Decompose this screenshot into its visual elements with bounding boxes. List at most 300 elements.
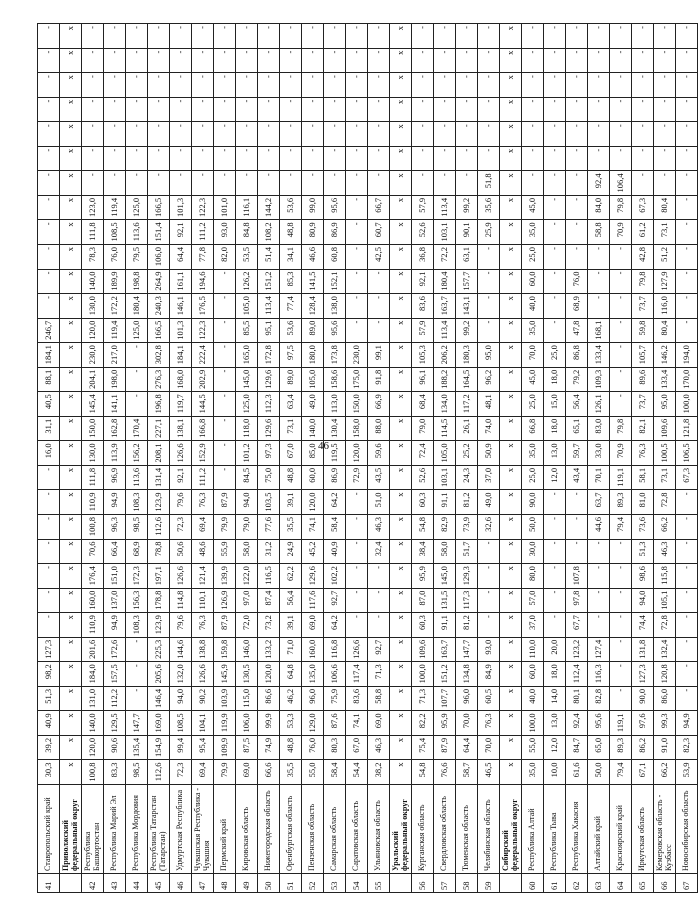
table-cell: 106,6 — [324, 662, 346, 687]
table-cell: 97,3 — [258, 441, 280, 466]
table-cell: 18,0 — [544, 662, 566, 687]
table-cell: 40,9 — [38, 711, 60, 736]
table-cell: 100,0 — [676, 392, 698, 417]
table-cell: x — [60, 122, 82, 147]
table-cell: - — [214, 24, 236, 49]
table-cell: 79,0 — [412, 416, 434, 441]
table-cell: 83,6 — [412, 294, 434, 319]
table-cell: 87,4 — [258, 588, 280, 613]
table-cell: 87,9 — [214, 490, 236, 515]
table-cell: 12,0 — [544, 735, 566, 760]
table-cell: 74,4 — [632, 613, 654, 638]
table-cell: - — [346, 122, 368, 147]
table-cell: 147,7 — [126, 711, 148, 736]
region-name: Красноярский край — [610, 785, 632, 874]
table-cell: - — [588, 564, 610, 589]
table-cell: - — [280, 73, 302, 98]
table-cell: - — [676, 490, 698, 515]
table-cell: - — [632, 73, 654, 98]
table-cell: 74,1 — [346, 711, 368, 736]
table-cell: 90,6 — [104, 735, 126, 760]
table-cell: x — [500, 760, 522, 785]
table-cell: 30,0 — [522, 539, 544, 564]
table-cell: - — [82, 73, 104, 98]
table-row — [368, 24, 390, 893]
table-cell: 79,6 — [170, 613, 192, 638]
table-cell: - — [236, 97, 258, 122]
table-cell: x — [390, 392, 412, 417]
table-cell: 151,4 — [148, 220, 170, 245]
table-cell: - — [588, 48, 610, 73]
region-name: Ставропольский край — [38, 785, 60, 874]
table-cell: - — [126, 392, 148, 417]
table-cell: 129,0 — [302, 711, 324, 736]
table-cell: x — [60, 48, 82, 73]
table-cell: - — [566, 146, 588, 171]
table-cell: 95,6 — [588, 711, 610, 736]
table-cell: 98,2 — [38, 662, 60, 687]
table-cell: 198,8 — [126, 269, 148, 294]
table-cell: - — [368, 97, 390, 122]
table-cell: 96,3 — [104, 514, 126, 539]
table-cell: 39,1 — [280, 613, 302, 638]
table-cell: - — [676, 122, 698, 147]
table-cell: 264,9 — [148, 269, 170, 294]
table-cell: x — [390, 662, 412, 687]
table-cell: - — [566, 73, 588, 98]
table-cell: 39,2 — [38, 735, 60, 760]
table-cell: - — [82, 122, 104, 147]
table-cell: - — [214, 343, 236, 368]
table-cell: x — [390, 613, 412, 638]
table-cell: 55,0 — [302, 760, 324, 785]
table-cell: 108,3 — [126, 613, 148, 638]
table-cell: - — [610, 73, 632, 98]
table-cell: 95,9 — [412, 564, 434, 589]
table-cell: 127,9 — [654, 269, 676, 294]
table-cell: x — [500, 343, 522, 368]
table-cell: - — [126, 367, 148, 392]
table-cell: 30,3 — [38, 760, 60, 785]
table-cell: - — [610, 48, 632, 73]
table-cell: - — [478, 564, 500, 589]
table-cell: - — [456, 171, 478, 196]
table-cell: - — [38, 146, 60, 171]
table-cell: 151,2 — [434, 662, 456, 687]
table-cell: 189,9 — [104, 269, 126, 294]
table-cell: 157,5 — [104, 662, 126, 687]
table-cell: 46,2 — [280, 686, 302, 711]
table-row — [126, 24, 148, 893]
table-cell: 25,0 — [522, 392, 544, 417]
table-cell: 91,1 — [434, 490, 456, 515]
table-cell: 116,3 — [588, 662, 610, 687]
table-cell: - — [214, 318, 236, 343]
table-cell: - — [346, 613, 368, 638]
table-cell: 144,5 — [192, 392, 214, 417]
table-cell: - — [434, 122, 456, 147]
table-cell: x — [390, 465, 412, 490]
table-cell: 166,5 — [148, 195, 170, 220]
table-cell: - — [368, 318, 390, 343]
table-row — [610, 24, 632, 893]
table-cell: - — [170, 73, 192, 98]
table-cell: 170,0 — [676, 367, 698, 392]
table-cell: - — [104, 97, 126, 122]
table-cell: x — [60, 490, 82, 515]
table-cell: 140,0 — [82, 711, 104, 736]
table-cell: x — [500, 146, 522, 171]
table-cell: 90,1 — [456, 220, 478, 245]
table-cell: 130,5 — [236, 662, 258, 687]
table-cell: 68,9 — [566, 294, 588, 319]
table-row — [38, 24, 60, 893]
table-cell: 104,1 — [192, 711, 214, 736]
table-cell: x — [60, 539, 82, 564]
table-cell: 184,0 — [82, 662, 104, 687]
table-cell: - — [346, 514, 368, 539]
table-cell: 134,8 — [456, 662, 478, 687]
table-cell: - — [280, 97, 302, 122]
table-cell: - — [456, 48, 478, 73]
table-cell: 51,3 — [632, 539, 654, 564]
table-cell: 64,2 — [324, 613, 346, 638]
table-cell: 79,6 — [170, 490, 192, 515]
table-cell: - — [434, 24, 456, 49]
region-name: Пермский край — [214, 785, 236, 874]
table-cell: 69,4 — [192, 760, 214, 785]
table-cell: - — [258, 122, 280, 147]
table-cell: 126,2 — [236, 269, 258, 294]
table-cell: 76,6 — [434, 760, 456, 785]
table-cell: x — [500, 539, 522, 564]
table-cell: x — [60, 662, 82, 687]
table-cell: 168,1 — [588, 318, 610, 343]
table-cell: 25,9 — [478, 220, 500, 245]
table-cell: 130,0 — [82, 441, 104, 466]
table-cell: 108,5 — [104, 220, 126, 245]
table-row — [544, 24, 566, 893]
table-cell: - — [412, 24, 434, 49]
table-cell: 90,0 — [632, 686, 654, 711]
table-cell: 90,2 — [192, 686, 214, 711]
table-cell: 107,7 — [434, 686, 456, 711]
table-cell: - — [368, 564, 390, 589]
table-cell: 83,3 — [104, 760, 126, 785]
table-cell: 81,0 — [632, 490, 654, 515]
table-cell: 43,5 — [368, 465, 390, 490]
table-cell: - — [104, 146, 126, 171]
table-cell: 66,9 — [368, 392, 390, 417]
table-cell: - — [192, 24, 214, 49]
table-cell: 61,6 — [566, 760, 588, 785]
table-cell: 18,0 — [544, 416, 566, 441]
table-cell: - — [654, 122, 676, 147]
table-cell: 100,8 — [82, 514, 104, 539]
table-row — [676, 24, 698, 893]
table-cell: 184,1 — [38, 343, 60, 368]
table-cell: x — [500, 269, 522, 294]
table-cell: - — [522, 48, 544, 73]
table-cell: - — [38, 122, 60, 147]
table-cell: - — [412, 171, 434, 196]
table-cell: 80,1 — [566, 686, 588, 711]
table-cell: - — [368, 73, 390, 98]
table-cell: 101,3 — [170, 195, 192, 220]
table-cell: x — [60, 441, 82, 466]
table-cell: 194,0 — [676, 343, 698, 368]
table-row — [346, 24, 368, 893]
table-cell: 91,8 — [368, 367, 390, 392]
table-cell: 74,0 — [478, 416, 500, 441]
table-row — [280, 24, 302, 893]
table-cell: - — [214, 416, 236, 441]
table-cell: 126,6 — [170, 441, 192, 466]
table-row — [412, 24, 434, 893]
region-name: Республика Мордовия — [126, 785, 148, 874]
table-cell: 112,2 — [104, 686, 126, 711]
table-cell: 13,0 — [544, 441, 566, 466]
table-cell: - — [126, 686, 148, 711]
row-number: 67 — [676, 874, 698, 893]
table-cell: 53,5 — [236, 244, 258, 269]
table-cell: x — [390, 735, 412, 760]
table-cell: 115,0 — [236, 686, 258, 711]
table-cell: 95,1 — [258, 318, 280, 343]
table-cell: 172,6 — [104, 637, 126, 662]
table-cell: - — [478, 24, 500, 49]
table-cell: 113,6 — [126, 220, 148, 245]
table-cell: x — [60, 613, 82, 638]
table-cell: 58,4 — [324, 760, 346, 785]
table-cell: 111,2 — [192, 465, 214, 490]
table-cell: - — [610, 588, 632, 613]
table-cell: 57,0 — [522, 588, 544, 613]
table-cell: 67,1 — [632, 760, 654, 785]
table-cell: 86,2 — [632, 735, 654, 760]
table-cell: - — [676, 564, 698, 589]
table-cell: - — [368, 588, 390, 613]
region-name: Сибирский федеральный округ — [500, 785, 522, 874]
table-cell: 146,1 — [170, 294, 192, 319]
table-cell: - — [170, 24, 192, 49]
table-cell: - — [522, 171, 544, 196]
table-cell: 24,9 — [280, 539, 302, 564]
table-cell: 79,8 — [610, 195, 632, 220]
table-cell: x — [60, 735, 82, 760]
table-cell: - — [544, 24, 566, 49]
table-cell: x — [500, 244, 522, 269]
table-cell: x — [390, 416, 412, 441]
table-cell: 122,3 — [192, 318, 214, 343]
table-cell: - — [82, 171, 104, 196]
table-cell: 40,5 — [38, 392, 60, 417]
table-cell: 89,3 — [610, 735, 632, 760]
table-cell: 86,9 — [324, 220, 346, 245]
table-cell: - — [170, 48, 192, 73]
region-name: Кировская область — [236, 785, 258, 874]
region-name: Новосибирская область — [676, 785, 698, 874]
table-cell: 99,2 — [456, 318, 478, 343]
table-cell: - — [654, 73, 676, 98]
table-cell: 60,0 — [522, 269, 544, 294]
table-cell: 129,3 — [456, 564, 478, 589]
table-cell: 58,0 — [236, 539, 258, 564]
table-cell: 96,0 — [302, 686, 324, 711]
rotated-table-wrapper — [37, 23, 691, 893]
table-cell: 35,0 — [522, 318, 544, 343]
page-number: 46 — [318, 440, 329, 452]
table-cell: x — [390, 539, 412, 564]
table-cell: - — [368, 294, 390, 319]
table-cell: - — [192, 97, 214, 122]
table-cell: 18,0 — [544, 367, 566, 392]
table-cell: 72,3 — [170, 760, 192, 785]
table-cell: 230,0 — [346, 343, 368, 368]
table-cell: 61,2 — [632, 220, 654, 245]
table-cell: 156,2 — [126, 441, 148, 466]
table-cell: 99,0 — [302, 195, 324, 220]
table-row — [302, 24, 324, 893]
table-cell: - — [676, 97, 698, 122]
table-cell: - — [544, 613, 566, 638]
table-cell: - — [192, 73, 214, 98]
table-cell: 46,3 — [368, 735, 390, 760]
table-cell: - — [302, 146, 324, 171]
table-row — [148, 24, 170, 893]
table-cell: - — [324, 48, 346, 73]
row-number: 45 — [148, 874, 170, 893]
table-cell: - — [38, 195, 60, 220]
section-header-row — [60, 24, 82, 893]
table-cell: - — [324, 97, 346, 122]
table-cell: 118,0 — [236, 416, 258, 441]
table-cell: 113,4 — [434, 195, 456, 220]
region-name: Удмуртская Республика — [170, 785, 192, 874]
table-cell: 79,9 — [214, 514, 236, 539]
table-cell: - — [258, 97, 280, 122]
table-cell: 67,0 — [346, 735, 368, 760]
table-cell: 97,6 — [632, 711, 654, 736]
table-cell: - — [346, 97, 368, 122]
table-cell: 75,4 — [412, 735, 434, 760]
table-cell: 96,1 — [412, 367, 434, 392]
table-cell: 87,6 — [324, 711, 346, 736]
row-number: 66 — [654, 874, 676, 893]
table-cell: 134,0 — [434, 392, 456, 417]
table-cell: 100,0 — [522, 711, 544, 736]
table-cell: - — [82, 24, 104, 49]
table-cell: - — [632, 146, 654, 171]
table-cell: 69,0 — [236, 760, 258, 785]
table-cell: x — [390, 220, 412, 245]
table-cell: 128,4 — [302, 294, 324, 319]
table-cell: 64,4 — [170, 244, 192, 269]
table-cell: 92,1 — [170, 220, 192, 245]
table-cell: - — [588, 269, 610, 294]
table-cell: - — [148, 171, 170, 196]
table-cell: - — [126, 171, 148, 196]
table-cell: 126,9 — [214, 588, 236, 613]
table-cell: 77,6 — [258, 514, 280, 539]
table-cell: 76,3 — [192, 490, 214, 515]
row-number: 62 — [566, 874, 588, 893]
table-cell: 80,0 — [522, 564, 544, 589]
table-cell: - — [544, 269, 566, 294]
table-cell: 88,0 — [368, 416, 390, 441]
table-cell: 112,3 — [258, 392, 280, 417]
row-number: 52 — [302, 874, 324, 893]
table-cell: 66,6 — [258, 760, 280, 785]
table-cell: 80,4 — [654, 318, 676, 343]
table-cell: 140,0 — [82, 269, 104, 294]
table-cell: 103,1 — [434, 465, 456, 490]
table-cell: - — [368, 48, 390, 73]
table-cell: - — [236, 122, 258, 147]
table-cell: 125,0 — [126, 318, 148, 343]
table-cell: - — [588, 97, 610, 122]
table-cell: 62,2 — [280, 564, 302, 589]
table-cell: 94,9 — [676, 711, 698, 736]
table-cell: - — [544, 48, 566, 73]
table-cell: 157,7 — [456, 269, 478, 294]
table-cell: 129,6 — [258, 367, 280, 392]
table-cell: 127,3 — [632, 662, 654, 687]
table-cell: 40,0 — [522, 686, 544, 711]
table-cell: 25,0 — [544, 343, 566, 368]
table-cell: 40,9 — [324, 539, 346, 564]
row-number: 51 — [280, 874, 302, 893]
table-cell: 70,9 — [610, 441, 632, 466]
table-cell: 150,0 — [82, 416, 104, 441]
table-cell: x — [500, 24, 522, 49]
table-cell: - — [522, 97, 544, 122]
table-cell: 51,0 — [368, 490, 390, 515]
table-cell: - — [566, 195, 588, 220]
table-cell: - — [566, 97, 588, 122]
table-row — [236, 24, 258, 893]
table-cell: - — [214, 392, 236, 417]
table-cell: 44,6 — [588, 514, 610, 539]
table-cell: x — [500, 465, 522, 490]
table-cell: - — [566, 514, 588, 539]
table-cell: 82,8 — [588, 686, 610, 711]
table-cell: 66,2 — [654, 760, 676, 785]
table-cell: x — [390, 686, 412, 711]
table-cell: - — [258, 24, 280, 49]
table-cell: 25,2 — [456, 441, 478, 466]
table-cell: 99,9 — [258, 711, 280, 736]
row-number: 59 — [478, 874, 500, 893]
table-cell: 48,1 — [478, 392, 500, 417]
table-row — [192, 24, 214, 893]
table-cell: - — [38, 48, 60, 73]
table-cell: 108,2 — [258, 220, 280, 245]
table-cell: 65,1 — [566, 416, 588, 441]
table-cell: 74,9 — [258, 735, 280, 760]
table-cell: 14,0 — [544, 686, 566, 711]
table-cell: 168,0 — [170, 367, 192, 392]
table-cell: 176,5 — [192, 294, 214, 319]
table-cell: 45,2 — [302, 539, 324, 564]
table-cell: - — [544, 146, 566, 171]
table-cell: 55,9 — [214, 539, 236, 564]
table-cell: 105,7 — [632, 343, 654, 368]
table-cell: - — [346, 490, 368, 515]
table-cell: - — [368, 24, 390, 49]
table-cell: 59,7 — [566, 441, 588, 466]
table-cell: 113,0 — [324, 392, 346, 417]
